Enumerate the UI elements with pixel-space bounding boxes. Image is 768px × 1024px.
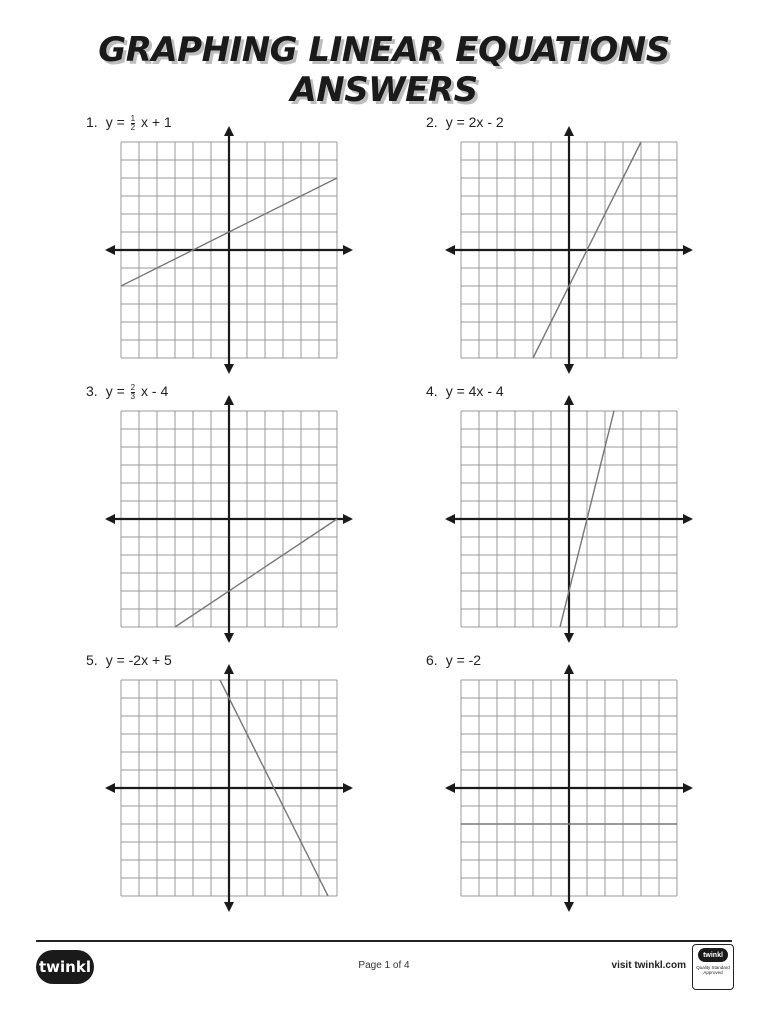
problem-3 — [86, 383, 416, 643]
equation-text: y = -2 — [445, 652, 482, 668]
twinkl-logo: twinkl — [36, 950, 94, 984]
problem-number: 5. — [86, 652, 98, 668]
x-axis-arrow-right — [343, 245, 353, 255]
footer-divider — [36, 940, 732, 942]
y-axis-arrow-up — [224, 664, 234, 674]
x-axis-arrow-right — [683, 514, 693, 524]
y-axis-arrow-up — [224, 126, 234, 136]
problem-6 — [426, 652, 756, 912]
x-axis-arrow-left — [445, 245, 455, 255]
y-axis-arrow-up — [224, 395, 234, 405]
problem-5 — [86, 652, 416, 912]
quality-badge — [692, 944, 734, 990]
coordinate-grid — [86, 652, 376, 912]
equation-text: y = 2x - 2 — [445, 114, 504, 130]
coordinate-grid — [426, 114, 716, 374]
x-axis-arrow-left — [445, 783, 455, 793]
y-axis-arrow-down — [224, 902, 234, 912]
x-axis-arrow-right — [683, 245, 693, 255]
equation-text: y = 4x - 4 — [445, 383, 504, 399]
fraction-denominator: 3 — [130, 391, 136, 401]
badge-text: Quality Standard Approved — [696, 965, 730, 975]
problem-1 — [86, 114, 416, 374]
equation-text: y = -2x + 5 — [105, 652, 172, 668]
problem-number: 2. — [426, 114, 438, 130]
equation-text-rest: x - 4 — [137, 383, 169, 399]
y-axis-arrow-up — [564, 126, 574, 136]
problem-number: 4. — [426, 383, 438, 399]
fraction-numerator: 1 — [130, 113, 136, 123]
y-axis-arrow-down — [564, 364, 574, 374]
y-axis-arrow-down — [564, 902, 574, 912]
coordinate-grid — [426, 652, 716, 912]
x-axis-arrow-left — [445, 514, 455, 524]
coordinate-grid — [426, 383, 716, 643]
y-axis-arrow-down — [224, 364, 234, 374]
visit-link[interactable]: visit twinkl.com — [611, 960, 686, 971]
coordinate-grid — [86, 114, 376, 374]
equation-text: y = — [105, 383, 129, 399]
coordinate-grid — [86, 383, 376, 643]
x-axis-arrow-right — [683, 783, 693, 793]
page-title: GRAPHING LINEAR EQUATIONS ANSWERS — [98, 30, 670, 110]
fraction-numerator: 2 — [130, 382, 136, 392]
x-axis-arrow-left — [105, 245, 115, 255]
equation-text: y = — [105, 114, 129, 130]
y-axis-arrow-down — [564, 633, 574, 643]
fraction-denominator: 2 — [130, 122, 136, 132]
x-axis-arrow-right — [343, 783, 353, 793]
badge-logo: twinkl — [698, 948, 728, 962]
x-axis-arrow-right — [343, 514, 353, 524]
problem-number: 6. — [426, 652, 438, 668]
problem-2 — [426, 114, 756, 374]
equation-text-rest: x + 1 — [137, 114, 172, 130]
x-axis-arrow-left — [105, 783, 115, 793]
problem-number: 3. — [86, 383, 98, 399]
problem-4 — [426, 383, 756, 643]
problem-number: 1. — [86, 114, 98, 130]
y-axis-arrow-up — [564, 395, 574, 405]
page-number: Page 1 of 4 — [358, 960, 410, 971]
y-axis-arrow-up — [564, 664, 574, 674]
x-axis-arrow-left — [105, 514, 115, 524]
y-axis-arrow-down — [224, 633, 234, 643]
